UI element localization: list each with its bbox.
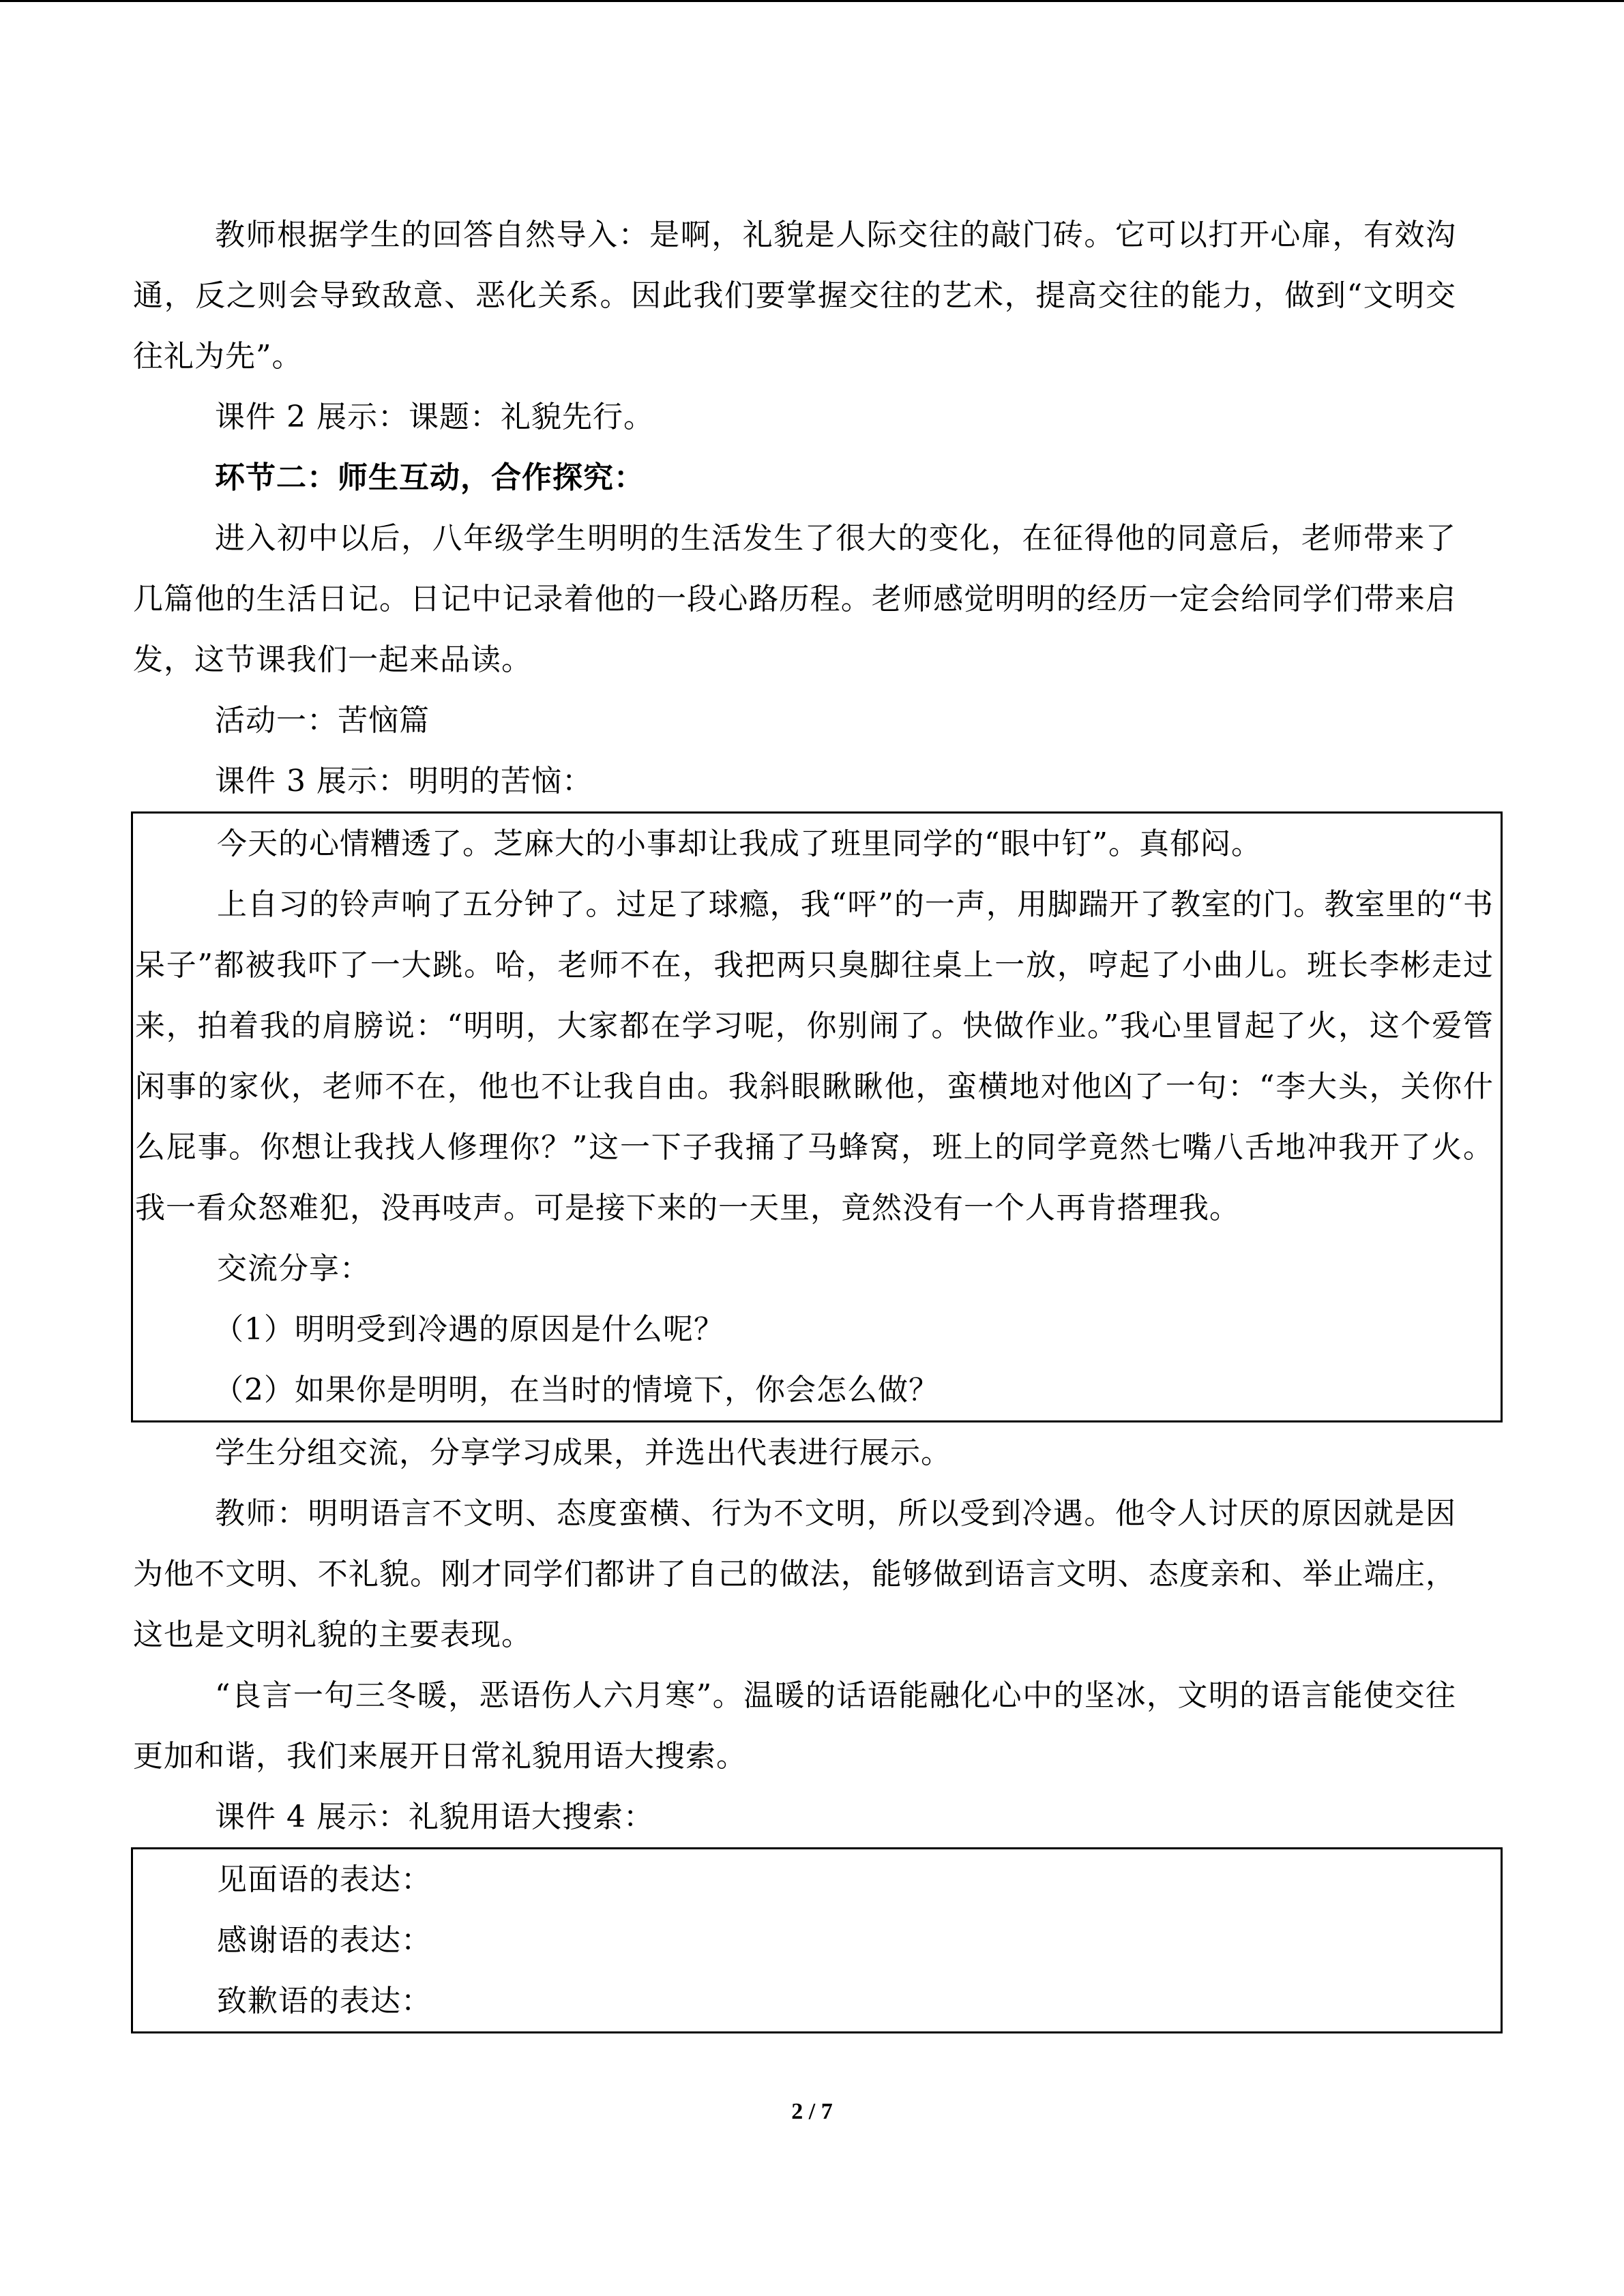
page-number: 2 / 7: [791, 2099, 833, 2124]
group-discussion-line: 学生分组交流，分享学习成果，并选出代表进行展示。: [215, 1435, 951, 1470]
diary-paragraph-1: 今天的心情糟透了。芝麻大的小事却让我成了班里同学的“眼中钉”。真郁闷。: [217, 826, 1262, 861]
page-top-border: [0, 0, 1624, 2]
document-body: [133, 205, 1494, 2033]
discussion-label: 交流分享：: [217, 1251, 370, 1286]
question-1: （1）明明受到冷遇的原因是什么呢？: [213, 1312, 724, 1347]
question-2: （2）如果你是明明，在当时的情境下，你会怎么做？: [213, 1373, 939, 1407]
diary-box: [131, 811, 1503, 1422]
courseware-4-line: 课件 4 展示：礼貌用语大搜索：: [215, 1800, 654, 1834]
thanks-expression-item: 感谢语的表达：: [217, 1923, 432, 1958]
teacher-summary-paragraph: 教师：明明语言不文明、态度蛮横、行为不文明，所以受到冷遇。他令人讨厌的原因就是因为他不文明、不礼貌。刚才同学们都讲了自己的做法，能够做到语言文明、态度亲和、举止端庄，这也是文明礼貌的主要表现。: [133, 1496, 1456, 1652]
activity-one-label: 活动一：苦恼篇: [215, 703, 430, 738]
diary-paragraph-2: 上自习的铃声响了五分钟了。过足了球瘾，我“呯”的一声，用脚踹开了教室的门。教室里的“书呆子”都被我吓了一大跳。哈，老师不在，我把两只臭脚往桌上一放，哼起了小曲儿。班长李彬走过来，拍着我的肩膀说：“明明，大家都在学习呢，你别闹了。快做作业。”我心里冒起了火，这个爱管闲事的家伙，老师不在，他也不让我自由。我斜眼瞅瞅他，蛮横地对他凶了一句：“李大头，关你什么屁事。你想让我找人修理你？”这一下子我捅了马蜂窝，班上的同学竟然七嘴八舌地冲我开了火。我一看众怒难犯，没再吱声。可是接下来的一天里，竟然没有一个人再肯搭理我。: [135, 887, 1494, 1225]
section-heading: 环节二：师生互动，合作探究：: [215, 460, 645, 495]
courseware-3-line: 课件 3 展示：明明的苦恼：: [215, 764, 593, 799]
polite-phrases-box: [131, 1847, 1503, 2033]
story-intro-paragraph: 进入初中以后，八年级学生明明的生活发生了很大的变化，在征得他的同意后，老师带来了几篇他的生活日记。日记中记录着他的一段心路历程。老师感觉明明的经历一定会给同学们带来启发，这节课我们一起来品读。: [133, 521, 1456, 677]
apology-expression-item: 致歉语的表达：: [217, 1984, 432, 2018]
intro-paragraph: 教师根据学生的回答自然导入：是啊，礼貌是人际交往的敲门砖。它可以打开心扉，有效沟通，反之则会导致敌意、恶化关系。因此我们要掌握交往的艺术，提高交往的能力，做到“文明交往礼为先”。: [133, 218, 1456, 374]
greeting-expression-item: 见面语的表达：: [217, 1862, 432, 1897]
proverb-paragraph: “良言一句三冬暖，恶语伤人六月寒”。温暖的话语能融化心中的坚冰，文明的语言能使交往更加和谐，我们来展开日常礼貌用语大搜索。: [133, 1678, 1456, 1774]
courseware-2-line: 课件 2 展示：课题：礼貌先行。: [215, 400, 654, 434]
